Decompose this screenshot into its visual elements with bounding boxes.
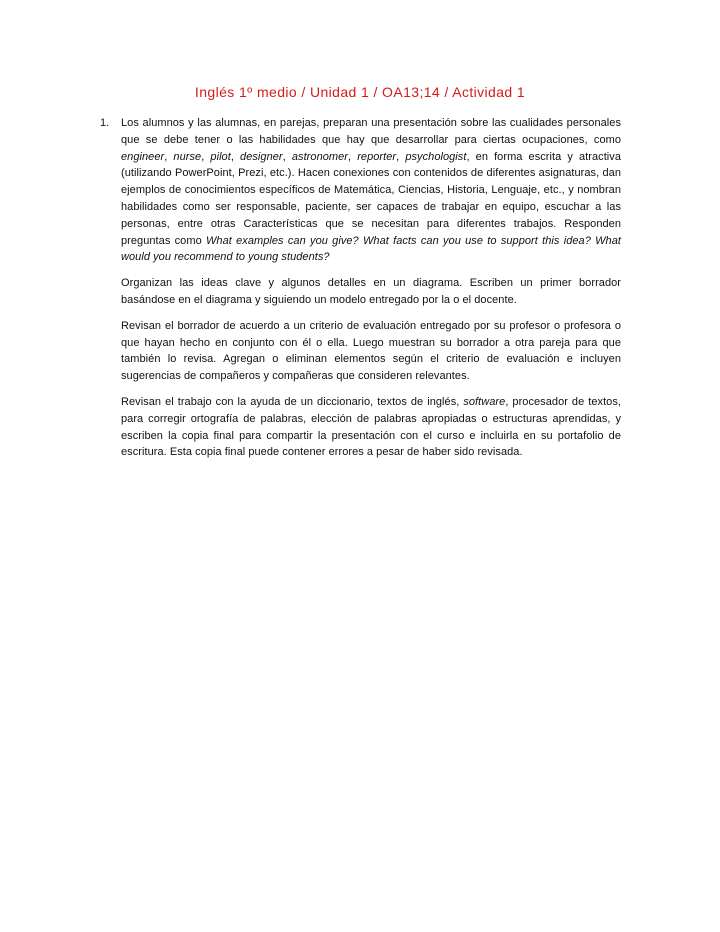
guiding-questions: What examples can you give? What facts can you use to support this idea? What would you recommend to young students? xyxy=(121,234,621,264)
occupation-engineer: engineer xyxy=(121,150,165,163)
paragraph-1 xyxy=(121,115,621,266)
software-term: software xyxy=(463,395,506,408)
separator: , xyxy=(396,150,406,163)
occupation-pilot: pilot xyxy=(210,150,231,163)
item-number: 1. xyxy=(100,117,110,129)
occupation-psychologist: psychologist xyxy=(405,150,467,163)
paragraph-3: Revisan el borrador de acuerdo a un criterio de evaluación entregado por su profesor o profesora o que hayan hecho en conjunto con él o ella. Luego muestran su borrador a otra pareja para que también lo revisa. Agregan o eliminan elementos según el criterio de evaluación e incluyen sugerencias de compañeros y compañeras que consideren relevantes. xyxy=(121,319,621,383)
occupation-reporter: reporter xyxy=(357,150,397,163)
separator: , xyxy=(230,150,241,163)
paragraph-4-text: Revisan el trabajo con la ayuda de un diccionario, textos de inglés, xyxy=(121,395,464,408)
document-title: Inglés 1º medio / Unidad 1 / OA13;14 / Actividad 1 xyxy=(194,84,526,100)
separator: , xyxy=(282,150,292,163)
paragraph-2: Organizan las ideas clave y algunos detalles en un diagrama. Escriben un primer borrador basándose en el diagrama y siguiendo un modelo entregado por la o el docente. xyxy=(121,277,621,306)
separator: , xyxy=(348,150,358,163)
paragraph-1-text-continued: , en forma escrita y atractiva (utilizando PowerPoint, Prezi, etc.). Hacen conexiones con contenidos de diferentes asignaturas, dan ejemplos de conocimientos específicos de Matemática, Ciencias, Historia, Lenguaje, etc., y nombran habilidades como ser responsable, paciente, ser capaces de trabajar en equipo, escuchar a las personas, entre otras Características que se necesitan para diferentes trabajos. Responden preguntas como xyxy=(121,150,622,247)
paragraph-4-text-continued: , procesador de textos, para corregir ortografía de palabras, elección de palabras apropiadas o estructuras aprendidas, y escriben la copia final para compartir la presentación con el curso e incluirla en su portafolio de escritura. Esta copia final puede contener errores a pesar de haber sido revisada. xyxy=(121,395,622,459)
paragraph-4 xyxy=(121,394,621,461)
separator: , xyxy=(164,150,174,163)
occupation-nurse: nurse xyxy=(173,150,202,163)
item-body xyxy=(121,115,621,470)
occupation-designer: designer xyxy=(240,150,283,163)
occupation-astronomer: astronomer xyxy=(291,150,348,163)
separator: , xyxy=(201,150,211,163)
paragraph-1-text: Los alumnos y las alumnas, en parejas, preparan una presentación sobre las cualidades personales que se debe tener o las habilidades que hay que desarrollar para ciertas ocupaciones, como xyxy=(121,117,621,146)
